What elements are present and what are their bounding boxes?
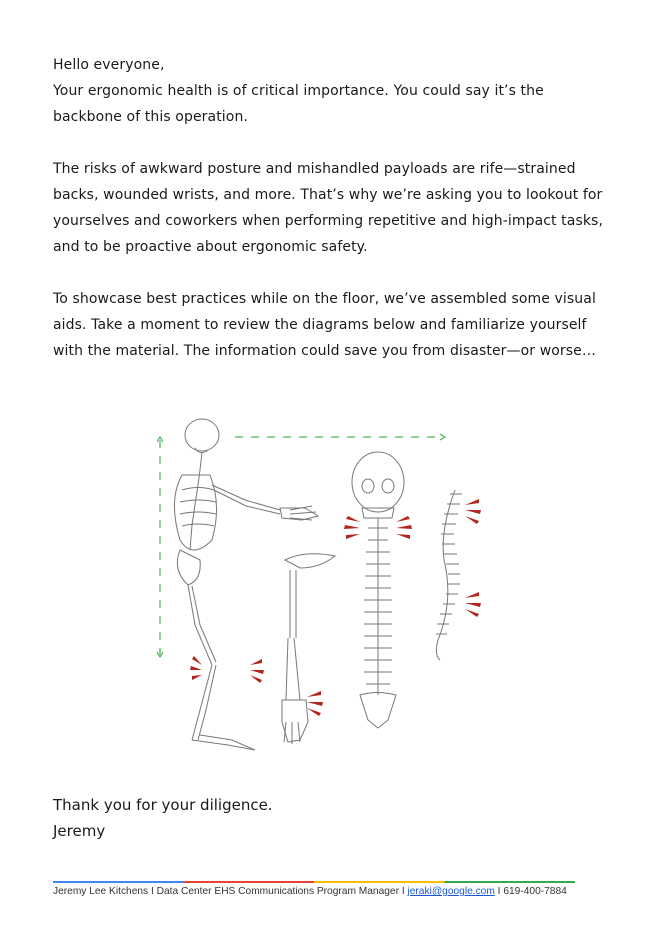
footer-email-link[interactable]: jeraki@google.com — [407, 886, 495, 897]
footer-signature-line — [53, 886, 567, 897]
greeting: Hello everyone, — [53, 57, 165, 73]
side-spine — [436, 490, 462, 660]
guide-lines — [160, 437, 440, 655]
footer-title: Data Center EHS Communications Program Manager — [156, 886, 399, 897]
paragraph-visual-aids: To showcase best practices while on the floor, we’ve assembled some visual aids. Take a moment to review the diagrams below and familiarize yourself with the material. The information could save you from disaster—or worse… — [53, 291, 596, 359]
footer-separator: I — [398, 886, 408, 897]
front-spine — [352, 452, 404, 728]
skeleton-illustration — [140, 410, 500, 760]
footer-name: Jeremy Lee Kitchens — [53, 886, 149, 897]
signature: Jeremy — [53, 822, 106, 840]
thanks-line: Thank you for your diligence. — [53, 796, 273, 814]
letter-body — [53, 52, 613, 390]
footer-phone: 619-400-7884 — [503, 886, 567, 897]
arm-skeleton — [282, 554, 335, 744]
strain-markers — [190, 499, 481, 716]
footer-separator: I — [148, 886, 157, 897]
footer-divider — [53, 881, 575, 883]
footer-separator: I — [494, 886, 504, 897]
paragraph-risks: The risks of awkward posture and mishandled payloads are rife—strained backs, wounded wrists, and more. That’s why we’re asking you to lookout for yourselves and coworkers when performing repetitive and high-impact tasks, and to be proactive about ergonomic safety. — [53, 161, 603, 255]
closing — [53, 792, 273, 844]
paragraph-ergonomic-health: Your ergonomic health is of critical importance. You could say it’s the backbone of this operation. — [53, 83, 544, 125]
